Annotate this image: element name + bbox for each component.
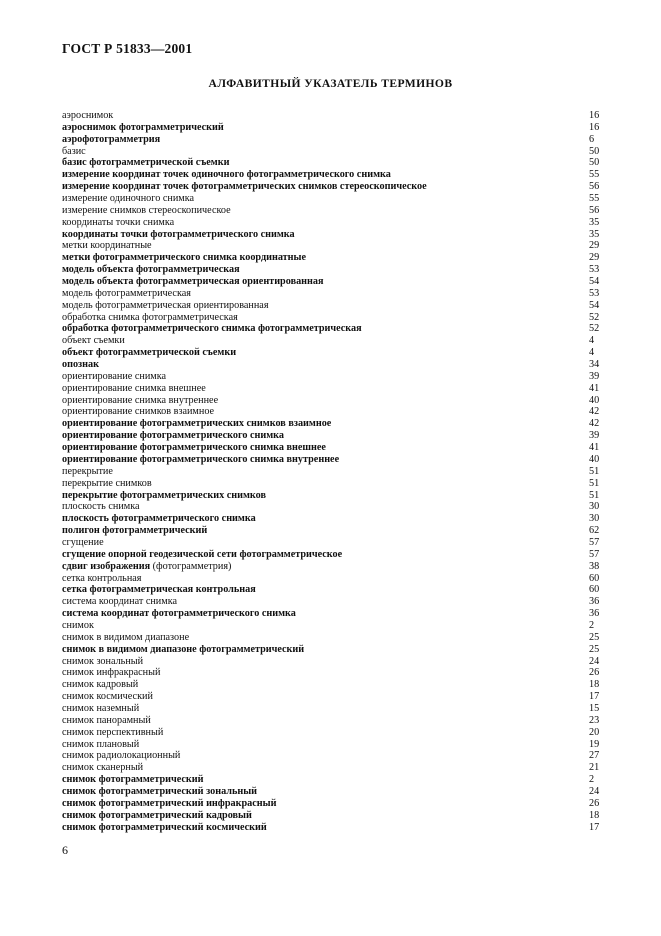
index-entry: [62, 229, 604, 241]
index-entry: [62, 549, 604, 561]
index-entry: [62, 715, 604, 727]
index-page-ref: 40: [589, 453, 600, 465]
index-term: опознак: [62, 359, 99, 371]
index-entry: [62, 406, 604, 418]
index-page-ref: 51: [589, 477, 600, 489]
index-entry: [62, 323, 604, 335]
index-page-ref: 4: [589, 335, 595, 347]
index-title: АЛФАВИТНЫЙ УКАЗАТЕЛЬ ТЕРМИНОВ: [208, 77, 453, 90]
index-term: базис: [62, 145, 86, 157]
index-term: координаты точки фотограмметрического снимка: [62, 228, 295, 240]
index-page-ref: 51: [589, 465, 600, 477]
index-page-ref: 41: [589, 442, 600, 454]
index-term: ориентирование фотограмметрического снимка внутреннее: [62, 453, 340, 465]
index-page-ref: 54: [589, 276, 600, 288]
index-page-ref: 15: [589, 702, 600, 714]
index-entry: [62, 466, 604, 478]
index-term: снимок сканерный: [62, 762, 144, 774]
index-term: снимок фотограмметрический инфракрасный: [62, 797, 277, 809]
index-page-ref: 50: [589, 145, 600, 157]
index-term: [62, 561, 231, 573]
index-term: перекрытие фотограмметрических снимков: [62, 489, 267, 501]
index-entry: [62, 442, 604, 454]
index-term: обработка фотограмметрического снимка фотограмметрическая: [62, 323, 362, 335]
index-page-ref: 17: [589, 821, 600, 833]
index-term: обработка снимка фотограмметрическая: [62, 311, 238, 323]
index-page-ref: 21: [589, 762, 600, 774]
standard-header: ГОСТ Р 51833—2001: [62, 41, 193, 56]
index-entry: [62, 798, 604, 810]
index-entry: [62, 454, 604, 466]
index-term: ориентирование снимка внутреннее: [62, 394, 219, 406]
index-term: измерение одиночного снимка: [62, 193, 195, 205]
index-term: измерение снимков стереоскопическое: [62, 204, 231, 216]
index-entry: [62, 252, 604, 264]
index-term: ориентирование снимка внешнее: [62, 382, 206, 394]
index-page-ref: 25: [589, 631, 600, 643]
index-entry: [62, 822, 604, 834]
index-term: снимок: [62, 619, 94, 631]
index-entry: [62, 430, 604, 442]
index-term: снимок плановый: [62, 738, 140, 750]
index-page-ref: 42: [589, 418, 600, 430]
index-page-ref: 30: [589, 513, 600, 525]
index-term: сгущение: [62, 536, 104, 548]
index-term: снимок радиолокационный: [62, 750, 181, 762]
index-entry: [62, 762, 604, 774]
index-term: модель объекта фотограмметрическая: [62, 264, 240, 276]
index-page-ref: 29: [589, 252, 600, 264]
index-term: снимок фотограмметрический космический: [62, 821, 267, 833]
index-page-ref: 52: [589, 311, 600, 323]
index-page-ref: 55: [589, 193, 600, 205]
index-entry: [62, 383, 604, 395]
index-entry: [62, 193, 604, 205]
alphabetical-index: [62, 110, 604, 833]
index-entry: [62, 679, 604, 691]
index-page-ref: 52: [589, 323, 600, 335]
index-page-ref: 38: [589, 560, 600, 572]
index-page-ref: 39: [589, 370, 600, 382]
index-entry: [62, 146, 604, 158]
index-page-ref: 41: [589, 382, 600, 394]
index-term: измерение координат точек одиночного фотограмметрического снимка: [62, 169, 391, 181]
index-term: ориентирование фотограмметрического снимка: [62, 430, 284, 442]
index-entry: [62, 691, 604, 703]
index-entry: [62, 288, 604, 300]
index-term: система координат снимка: [62, 596, 178, 608]
index-term: снимок фотограмметрический: [62, 774, 204, 786]
index-page-ref: 2: [589, 774, 595, 786]
index-entry: [62, 537, 604, 549]
index-entry: [62, 608, 604, 620]
index-page-ref: 40: [589, 394, 600, 406]
index-entry: [62, 561, 604, 573]
index-entry: [62, 644, 604, 656]
index-term: снимок инфракрасный: [62, 667, 161, 679]
index-entry: [62, 490, 604, 502]
index-term: измерение координат точек фотограмметрических снимков стереоскопическое: [62, 181, 427, 193]
index-page-ref: 29: [589, 240, 600, 252]
index-page-ref: 27: [589, 750, 600, 762]
index-entry: [62, 513, 604, 525]
index-page-ref: 35: [589, 228, 600, 240]
index-term: базис фотограмметрической съемки: [62, 157, 230, 169]
index-page-ref: 56: [589, 204, 600, 216]
index-page-ref: 55: [589, 169, 600, 181]
index-entry: [62, 395, 604, 407]
index-page-ref: 19: [589, 738, 600, 750]
index-entry: [62, 335, 604, 347]
index-term: ориентирование снимка: [62, 370, 167, 382]
index-entry: [62, 703, 604, 715]
index-page-ref: 42: [589, 406, 600, 418]
index-page-ref: 60: [589, 572, 600, 584]
index-page-ref: 2: [589, 619, 595, 631]
index-page-ref: 30: [589, 501, 600, 513]
index-entry: [62, 264, 604, 276]
index-term: перекрытие снимков: [62, 477, 152, 489]
index-term: метки координатные: [62, 240, 152, 252]
index-page-ref: 54: [589, 299, 600, 311]
index-page-ref: 24: [589, 655, 600, 667]
index-page-ref: 57: [589, 536, 600, 548]
index-entry: [62, 632, 604, 644]
index-page-ref: 20: [589, 726, 600, 738]
index-term: сетка фотограмметрическая контрольная: [62, 584, 256, 596]
index-term: аэроснимок фотограмметрический: [62, 121, 224, 133]
index-term: ориентирование фотограмметрических снимков взаимное: [62, 418, 332, 430]
index-entry: [62, 656, 604, 668]
index-page-ref: 16: [589, 121, 600, 133]
index-term: снимок перспективный: [62, 726, 164, 738]
index-entry: [62, 774, 604, 786]
index-page-ref: 53: [589, 264, 600, 276]
index-entry: [62, 501, 604, 513]
index-entry: [62, 786, 604, 798]
index-entry: [62, 312, 604, 324]
index-term: система координат фотограмметрического снимка: [62, 608, 296, 620]
index-entry: [62, 573, 604, 585]
index-entry: [62, 110, 604, 122]
index-entry: [62, 810, 604, 822]
index-page-ref: 23: [589, 714, 600, 726]
index-term: плоскость снимка: [62, 501, 140, 513]
index-term: сгущение опорной геодезической сети фотограмметрическое: [62, 548, 343, 560]
index-term: ориентирование фотограмметрического снимка внешнее: [62, 442, 326, 454]
index-term: ориентирование снимков взаимное: [62, 406, 215, 418]
index-term: снимок панорамный: [62, 714, 151, 726]
index-term: объект съемки: [62, 335, 125, 347]
index-term: снимок в видимом диапазоне: [62, 631, 190, 643]
index-page-ref: 4: [589, 347, 595, 359]
index-term-rest: (фотограмметрия): [150, 560, 232, 572]
index-term: полигон фотограмметрический: [62, 525, 208, 537]
index-page-ref: 18: [589, 809, 600, 821]
index-page-ref: 51: [589, 489, 600, 501]
index-term: сетка контрольная: [62, 572, 142, 584]
index-term: модель фотограмметрическая ориентированная: [62, 299, 269, 311]
index-entry: [62, 727, 604, 739]
index-entry: [62, 478, 604, 490]
index-entry: [62, 667, 604, 679]
index-term: плоскость фотограмметрического снимка: [62, 513, 256, 525]
index-page-ref: 53: [589, 287, 600, 299]
page-number: 6: [62, 843, 68, 857]
index-page-ref: 35: [589, 216, 600, 228]
index-entry: [62, 584, 604, 596]
index-entry: [62, 240, 604, 252]
index-entry: [62, 169, 604, 181]
index-entry: [62, 418, 604, 430]
index-entry: [62, 276, 604, 288]
index-term: модель объекта фотограмметрическая ориентированная: [62, 276, 324, 288]
index-entry: [62, 596, 604, 608]
index-term: модель фотограмметрическая: [62, 287, 191, 299]
index-term: снимок кадровый: [62, 679, 139, 691]
index-entry: [62, 181, 604, 193]
index-entry: [62, 620, 604, 632]
index-entry: [62, 750, 604, 762]
index-entry: [62, 134, 604, 146]
index-term: координаты точки снимка: [62, 216, 175, 228]
index-page-ref: 56: [589, 181, 600, 193]
index-term: аэроснимок: [62, 110, 114, 121]
index-page-ref: 57: [589, 548, 600, 560]
index-term: снимок фотограмметрический зональный: [62, 785, 258, 797]
index-page-ref: 17: [589, 691, 600, 703]
index-term: снимок фотограмметрический кадровый: [62, 809, 252, 821]
index-term: аэрофотограмметрия: [62, 133, 161, 145]
index-term: метки фотограмметрического снимка координатные: [62, 252, 307, 264]
index-page-ref: 60: [589, 584, 600, 596]
index-entry: [62, 157, 604, 169]
index-page-ref: 26: [589, 667, 600, 679]
index-page-ref: 36: [589, 608, 600, 620]
index-page-ref: 16: [589, 110, 600, 121]
index-term: снимок в видимом диапазоне фотограмметрический: [62, 643, 305, 655]
index-page-ref: 62: [589, 525, 600, 537]
index-term-bold-part: сдвиг изображения: [62, 560, 151, 572]
index-entry: [62, 205, 604, 217]
index-entry: [62, 300, 604, 312]
index-page-ref: 6: [589, 133, 595, 145]
index-term: снимок зональный: [62, 655, 144, 667]
index-page-ref: 39: [589, 430, 600, 442]
index-term: объект фотограмметрической съемки: [62, 347, 237, 359]
index-term: перекрытие: [62, 465, 113, 477]
index-entry: [62, 217, 604, 229]
index-entry: [62, 359, 604, 371]
index-page-ref: 25: [589, 643, 600, 655]
index-entry: [62, 525, 604, 537]
index-page-ref: 34: [589, 359, 600, 371]
index-entry: [62, 739, 604, 751]
index-page-ref: 36: [589, 596, 600, 608]
index-term: снимок наземный: [62, 702, 140, 714]
index-entry: [62, 122, 604, 134]
index-entry: [62, 371, 604, 383]
index-page-ref: 50: [589, 157, 600, 169]
index-entry: [62, 347, 604, 359]
index-term: снимок космический: [62, 691, 153, 703]
index-page-ref: 18: [589, 679, 600, 691]
index-page-ref: 26: [589, 797, 600, 809]
index-page-ref: 24: [589, 785, 600, 797]
